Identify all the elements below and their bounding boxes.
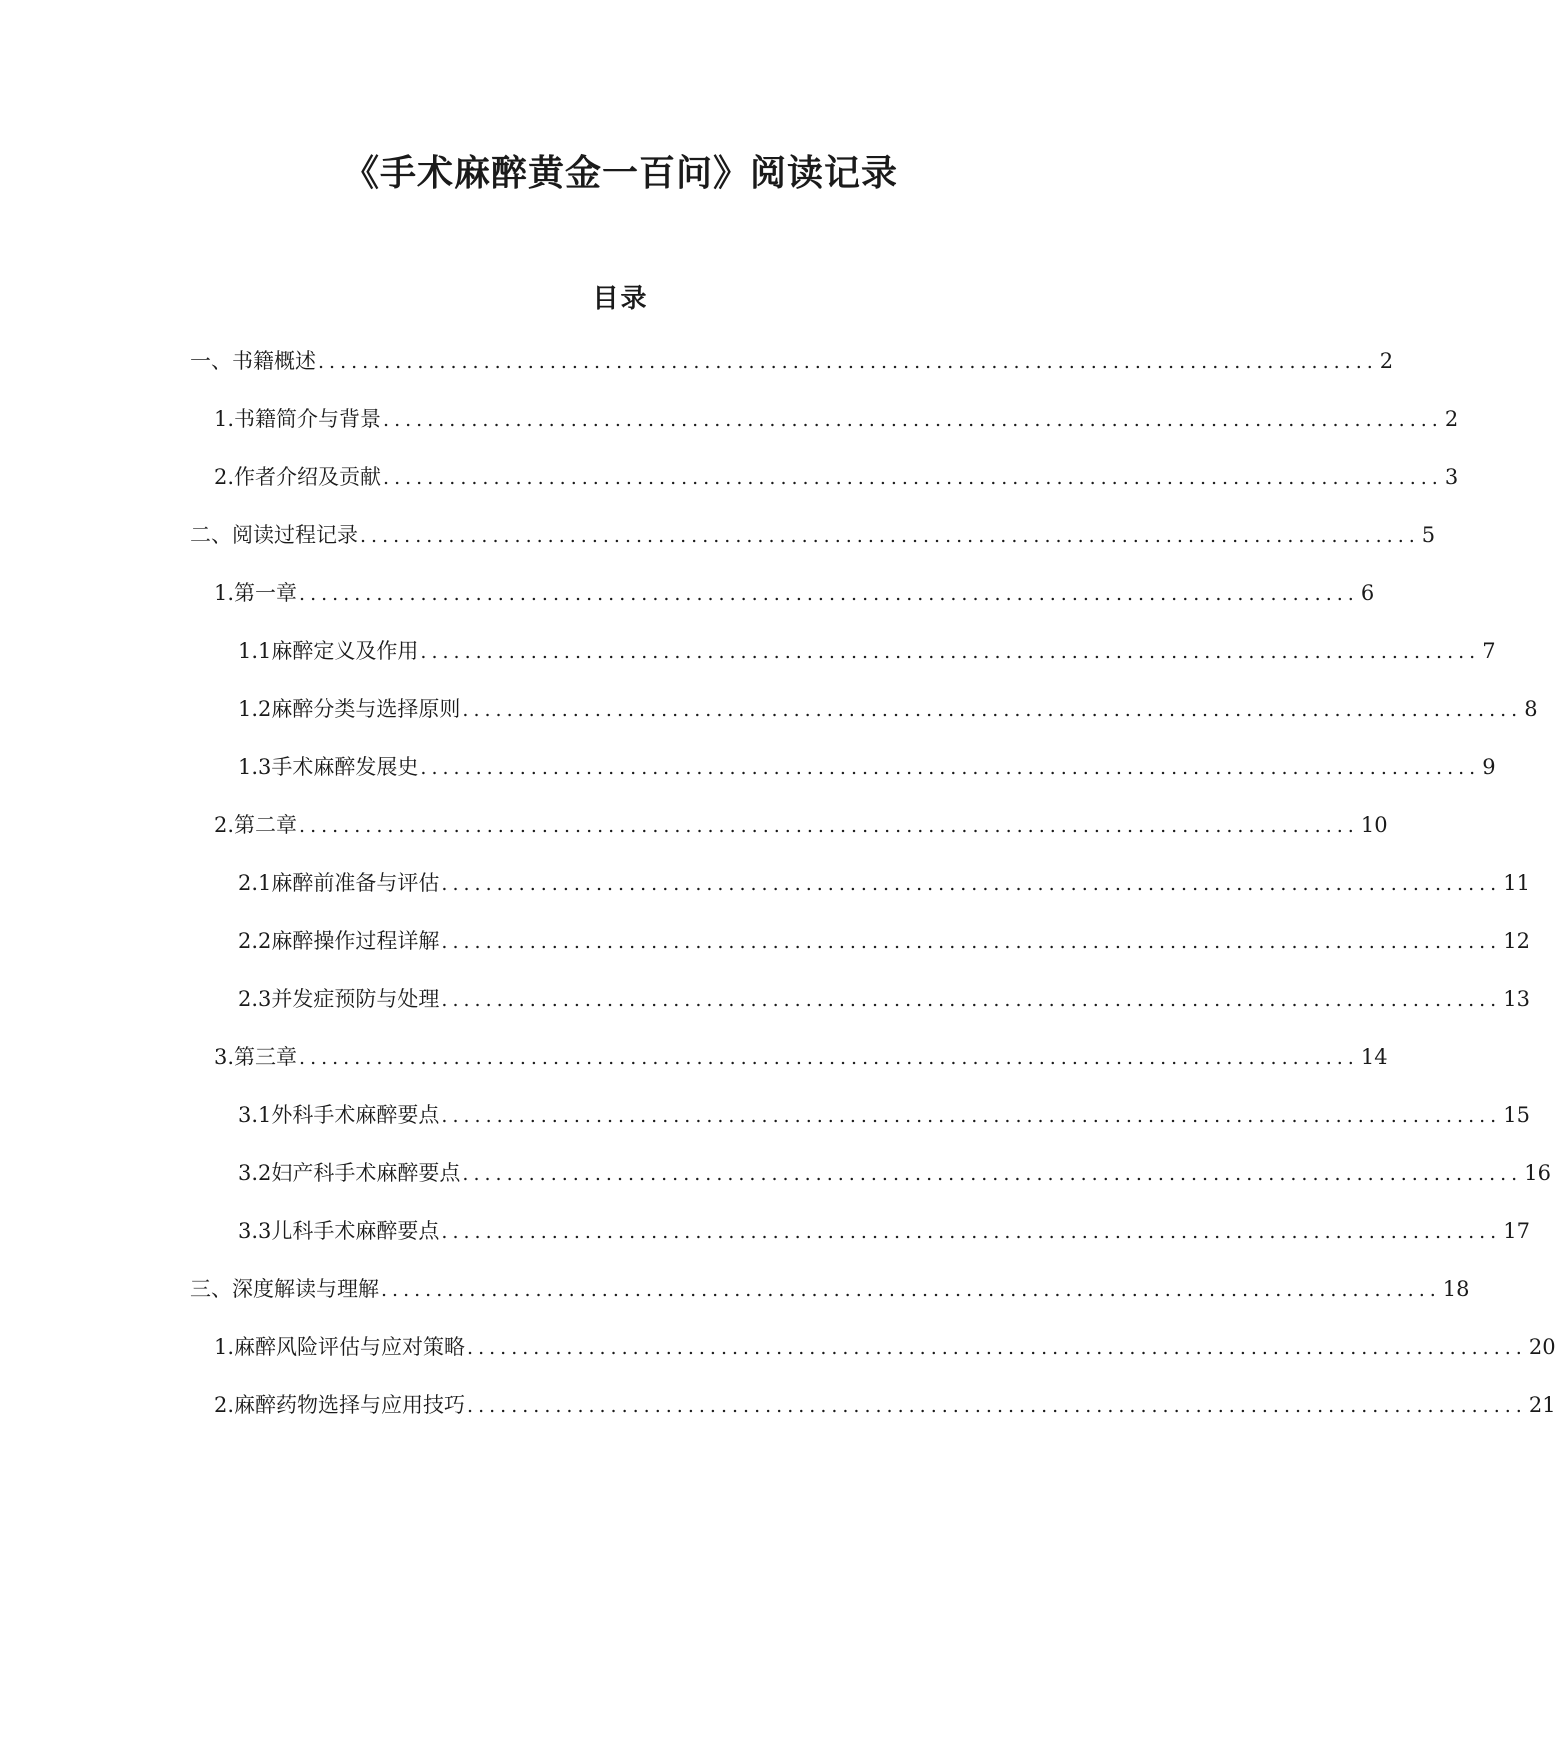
dot-leader: ................................................................................................ <box>441 1221 1502 1243</box>
toc-entry-page-number: 15 <box>1503 1103 1530 1127</box>
toc-entry-page-number: 13 <box>1503 987 1530 1011</box>
toc-entry-title: 麻醉定义及作用 <box>271 639 419 663</box>
toc-entry-title: 麻醉操作过程详解 <box>271 929 440 953</box>
toc-entry-page-number: 20 <box>1528 1335 1556 1359</box>
toc-entry-deep-reading[interactable] <box>190 1273 1470 1305</box>
dot-leader: ................................................................................................ <box>441 873 1502 895</box>
toc-entry-chapter-1[interactable] <box>214 577 1375 609</box>
dot-leader: ................................................................................................ <box>420 641 1481 663</box>
toc-entry-number: 2. <box>214 1393 235 1417</box>
toc-entry-section-2-1[interactable] <box>238 867 1530 899</box>
toc-entry-page-number: 7 <box>1482 639 1496 663</box>
toc-entry-number: 1.3 <box>238 755 272 779</box>
toc-entry-risk-assessment[interactable] <box>214 1331 1556 1363</box>
toc-entry-title: 外科手术麻醉要点 <box>271 1103 440 1127</box>
dot-leader: ................................................................................................ <box>441 989 1502 1011</box>
toc-entry-title: 麻醉前准备与评估 <box>271 871 440 895</box>
toc-entry-title: 并发症预防与处理 <box>271 987 440 1011</box>
toc-entry-section-3-1[interactable] <box>238 1099 1530 1131</box>
toc-entry-title: 儿科手术麻醉要点 <box>271 1219 440 1243</box>
toc-entry-page-number: 14 <box>1360 1045 1388 1069</box>
toc-entry-title: 第一章 <box>234 581 298 605</box>
toc-entry-page-number: 11 <box>1503 871 1530 895</box>
toc-entry-reading-record[interactable] <box>190 519 1436 551</box>
dot-leader: ................................................................................................ <box>462 699 1523 721</box>
dot-leader: ................................................................................................ <box>299 583 1359 605</box>
toc-entry-page-number: 2 <box>1379 349 1394 373</box>
toc-entry-number: 3.3 <box>238 1219 272 1243</box>
toc-entry-number: 1. <box>214 581 235 605</box>
dot-leader: ................................................................................................ <box>299 815 1359 837</box>
toc-entry-chapter-3[interactable] <box>214 1041 1388 1073</box>
dot-leader: ................................................................................................ <box>318 351 1378 373</box>
toc-entry-number: 二、 <box>190 523 232 547</box>
toc-entry-number: 一、 <box>190 349 232 373</box>
toc-entry-title: 阅读过程记录 <box>232 523 358 547</box>
toc-entry-number: 1. <box>214 1335 235 1359</box>
toc-entry-book-intro[interactable] <box>214 403 1459 435</box>
toc-entry-number: 2.3 <box>238 987 272 1011</box>
toc-entry-page-number: 18 <box>1442 1277 1470 1301</box>
toc-entry-section-3-2[interactable] <box>238 1157 1551 1189</box>
toc-entry-title: 书籍简介与背景 <box>234 407 382 431</box>
toc-entry-title: 麻醉药物选择与应用技巧 <box>234 1393 466 1417</box>
dot-leader: ................................................................................................ <box>467 1395 1527 1417</box>
dot-leader: ................................................................................................ <box>462 1163 1523 1185</box>
dot-leader: ................................................................................................ <box>441 931 1502 953</box>
toc-entry-title: 麻醉分类与选择原则 <box>271 697 461 721</box>
toc-entry-page-number: 8 <box>1524 697 1538 721</box>
toc-entry-title: 书籍概述 <box>232 349 316 373</box>
toc-entry-page-number: 5 <box>1421 523 1436 547</box>
toc-entry-page-number: 6 <box>1360 581 1375 605</box>
toc-entry-page-number: 9 <box>1482 755 1496 779</box>
document-title: 《手术麻醉黄金一百问》阅读记录 <box>342 152 898 194</box>
toc-entry-number: 1. <box>214 407 235 431</box>
dot-leader: ................................................................................................ <box>467 1337 1527 1359</box>
toc-entry-section-2-3[interactable] <box>238 983 1530 1015</box>
toc-entry-section-2-2[interactable] <box>238 925 1530 957</box>
toc-entry-page-number: 3 <box>1444 465 1459 489</box>
toc-entry-number: 3.2 <box>238 1161 272 1185</box>
toc-entry-author-intro[interactable] <box>214 461 1459 493</box>
toc-entry-number: 1.2 <box>238 697 272 721</box>
toc-entry-page-number: 16 <box>1524 1161 1551 1185</box>
toc-entry-drug-selection[interactable] <box>214 1389 1556 1421</box>
toc-entry-section-1-2[interactable] <box>238 693 1538 725</box>
toc-entry-number: 三、 <box>190 1277 232 1301</box>
toc-entry-section-1-3[interactable] <box>238 751 1496 783</box>
toc-entry-number: 2.1 <box>238 871 272 895</box>
toc-entry-title: 麻醉风险评估与应对策略 <box>234 1335 466 1359</box>
toc-entry-section-1-1[interactable] <box>238 635 1496 667</box>
toc-entry-title: 第三章 <box>234 1045 298 1069</box>
toc-entry-title: 第二章 <box>234 813 298 837</box>
toc-entry-title: 妇产科手术麻醉要点 <box>271 1161 461 1185</box>
toc-entry-number: 2.2 <box>238 929 272 953</box>
dot-leader: ................................................................................................ <box>383 467 1443 489</box>
toc-entry-number: 2. <box>214 465 235 489</box>
dot-leader: ................................................................................................ <box>441 1105 1502 1127</box>
dot-leader: ................................................................................................ <box>381 1279 1441 1301</box>
toc-entry-title: 手术麻醉发展史 <box>271 755 419 779</box>
dot-leader: ................................................................................................ <box>360 525 1420 547</box>
toc-entry-chapter-2[interactable] <box>214 809 1388 841</box>
toc-entry-title: 深度解读与理解 <box>232 1277 379 1301</box>
toc-entry-number: 3.1 <box>238 1103 272 1127</box>
toc-entry-page-number: 2 <box>1444 407 1459 431</box>
dot-leader: ................................................................................................ <box>299 1047 1359 1069</box>
toc-entry-title: 作者介绍及贡献 <box>234 465 382 489</box>
toc-heading: 目录 <box>592 284 649 314</box>
toc-entry-number: 3. <box>214 1045 235 1069</box>
dot-leader: ................................................................................................ <box>420 757 1481 779</box>
toc-entry-section-3-3[interactable] <box>238 1215 1530 1247</box>
toc-entry-page-number: 12 <box>1503 929 1530 953</box>
dot-leader: ................................................................................................ <box>383 409 1443 431</box>
toc-entry-page-number: 10 <box>1360 813 1388 837</box>
toc-entry-number: 1.1 <box>238 639 272 663</box>
toc-entry-number: 2. <box>214 813 235 837</box>
toc-entry-book-overview[interactable] <box>190 345 1394 377</box>
toc-entry-page-number: 21 <box>1528 1393 1556 1417</box>
toc-entry-page-number: 17 <box>1503 1219 1530 1243</box>
